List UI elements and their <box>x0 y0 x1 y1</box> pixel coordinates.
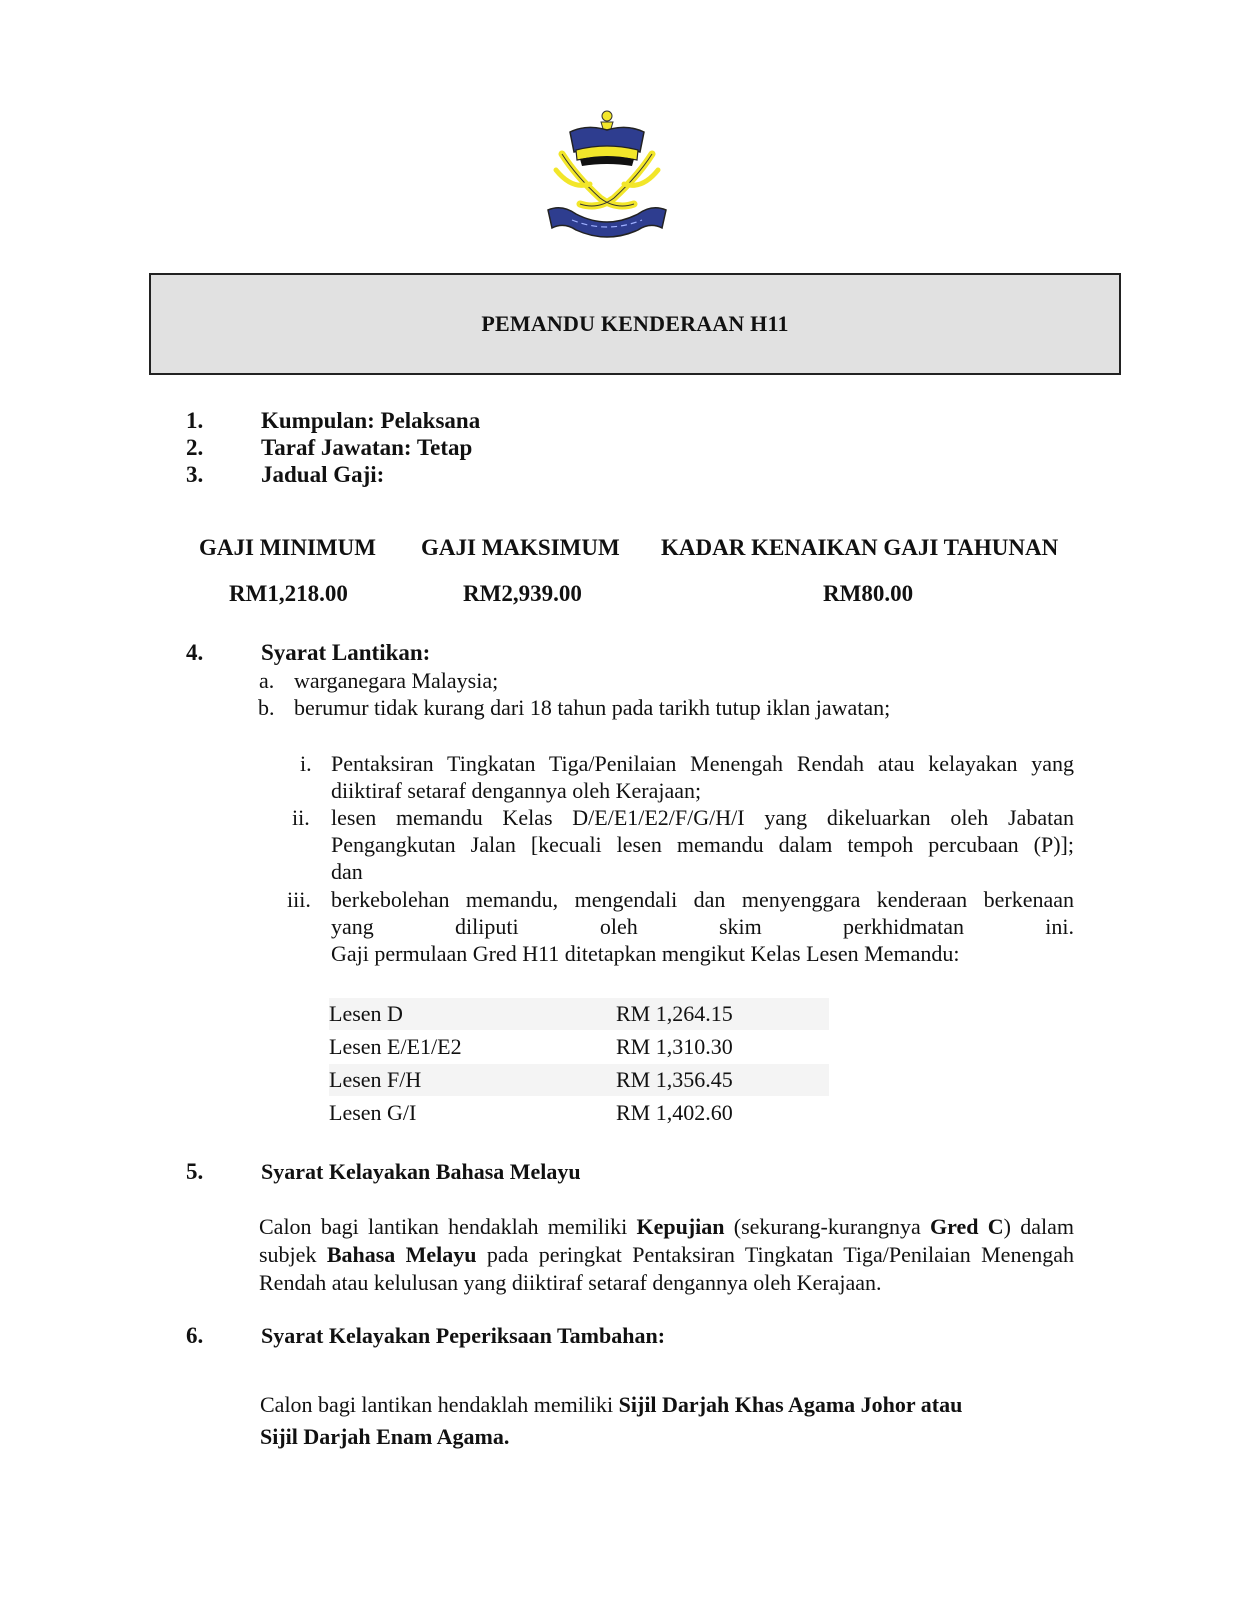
salary-value-increment: RM80.00 <box>823 581 914 606</box>
list-item-continued: yang diliputi oleh skim perkhidmatan ini. <box>331 914 1074 939</box>
licence-name: Lesen D <box>329 1001 403 1026</box>
salary-header-increment: KADAR KENAIKAN GAJI TAHUNAN <box>661 535 1059 560</box>
salary-header-max: GAJI MAKSIMUM <box>421 535 620 560</box>
salary-value-min: RM1,218.00 <box>229 581 348 606</box>
table-row <box>329 1031 829 1063</box>
licence-amount: RM 1,402.60 <box>616 1100 733 1125</box>
table-row <box>329 1097 829 1129</box>
section-heading-peperiksaan-tambahan: Syarat Kelayakan Peperiksaan Tambahan: <box>261 1323 666 1348</box>
johor-crest-logo <box>542 106 672 240</box>
list-item-continued: dan <box>331 859 363 884</box>
bold-text: Sijil Darjah Enam Agama. <box>260 1424 510 1449</box>
item-taraf-jawatan: Taraf Jawatan: Tetap <box>261 435 473 460</box>
list-marker: b. <box>258 695 275 720</box>
section-number: 5. <box>186 1159 204 1184</box>
list-marker: ii. <box>292 805 310 830</box>
text-run: pada peringkat Pentaksiran Tingkatan Tiga/Penilaian Menengah Rendah atau kelulusan yang diiktiraf setaraf dengannya oleh Kerajaan. <box>259 1242 1074 1295</box>
list-item: Pentaksiran Tingkatan Tiga/Penilaian Menengah Rendah atau kelayakan yang <box>331 751 1074 776</box>
licence-name: Lesen F/H <box>329 1067 422 1092</box>
licence-amount: RM 1,264.15 <box>616 1001 733 1026</box>
text-run: Calon bagi lantikan hendaklah memiliki <box>260 1392 619 1417</box>
table-row <box>329 998 829 1030</box>
section-heading-syarat-lantikan: Syarat Lantikan: <box>261 640 431 665</box>
section-number: 6. <box>186 1323 204 1348</box>
text-run: (sekurang-kurangnya <box>724 1214 930 1239</box>
item-jadual-gaji: Jadual Gaji: <box>261 462 385 487</box>
list-marker: i. <box>300 751 312 776</box>
item-number: 1. <box>186 408 204 433</box>
list-marker: a. <box>259 668 275 693</box>
paragraph-bahasa-melayu <box>259 1213 1074 1297</box>
licence-name: Lesen E/E1/E2 <box>329 1034 462 1059</box>
list-item: berumur tidak kurang dari 18 tahun pada tarikh tutup iklan jawatan; <box>294 695 891 720</box>
list-item-continued: Pengangkutan Jalan [kecuali lesen memandu dalam tempoh percubaan (P)]; <box>331 832 1074 857</box>
table-row <box>329 1064 829 1096</box>
text-run: Calon bagi lantikan hendaklah memiliki <box>259 1214 637 1239</box>
salary-header-min: GAJI MINIMUM <box>199 535 376 560</box>
bold-text: Kepujian <box>636 1214 725 1239</box>
section-number: 4. <box>186 640 204 665</box>
list-item: berkebolehan memandu, mengendali dan menyenggara kenderaan berkenaan <box>331 887 1074 912</box>
item-number: 2. <box>186 435 204 460</box>
licence-name: Lesen G/I <box>329 1100 417 1125</box>
licence-amount: RM 1,356.45 <box>616 1067 733 1092</box>
salary-value-max: RM2,939.00 <box>463 581 582 606</box>
licence-amount: RM 1,310.30 <box>616 1034 733 1059</box>
paragraph-peperiksaan-tambahan <box>260 1389 1060 1453</box>
list-item-continued: diiktiraf setaraf dengannya oleh Kerajaan; <box>331 778 702 803</box>
list-item-continued: Gaji permulaan Gred H11 ditetapkan mengikut Kelas Lesen Memandu: <box>331 941 960 966</box>
section-heading-bahasa-melayu: Syarat Kelayakan Bahasa Melayu <box>261 1159 581 1184</box>
text-run: ) dalam subjek <box>259 1214 1074 1267</box>
item-number: 3. <box>186 462 204 487</box>
list-item: lesen memandu Kelas D/E/E1/E2/F/G/H/I yang dikeluarkan oleh Jabatan <box>331 805 1074 830</box>
bold-text: Gred C <box>929 1214 1004 1239</box>
list-item: warganegara Malaysia; <box>294 668 499 693</box>
bold-text: Bahasa Melayu <box>326 1242 477 1267</box>
list-marker: iii. <box>287 887 311 912</box>
bold-text: Sijil Darjah Khas Agama Johor atau <box>618 1392 963 1417</box>
page-title: PEMANDU KENDERAAN H11 <box>481 311 789 336</box>
title-box <box>149 273 1121 375</box>
item-kumpulan: Kumpulan: Pelaksana <box>261 408 481 433</box>
